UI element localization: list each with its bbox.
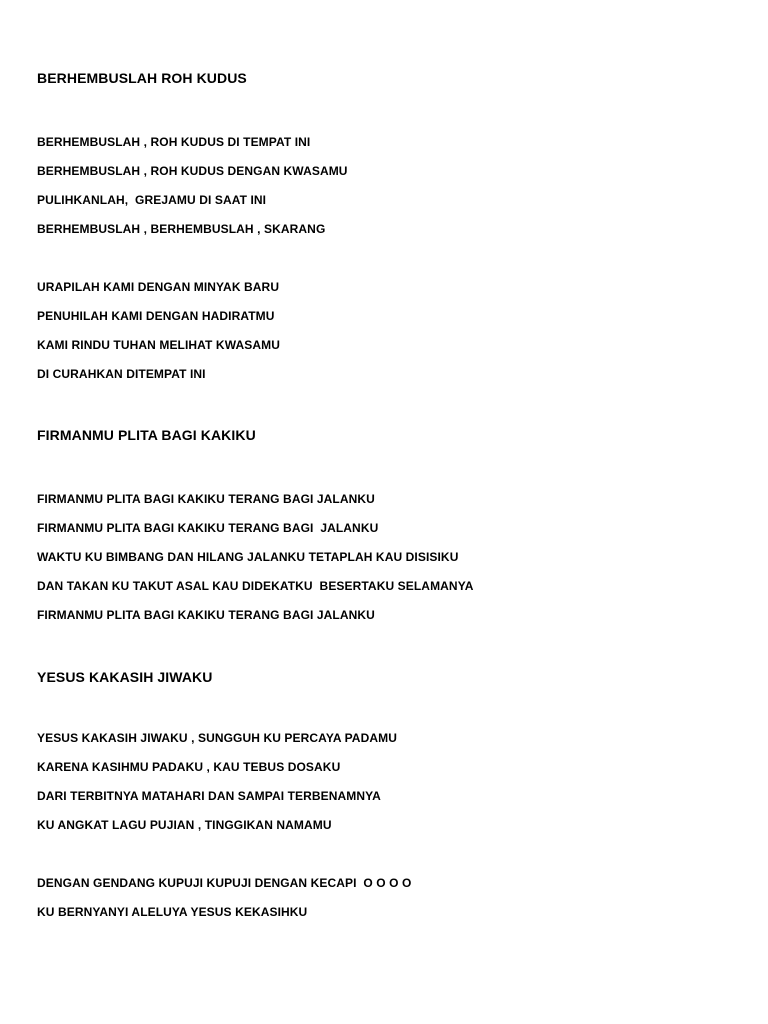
lyric-line: YESUS KAKASIH JIWAKU , SUNGGUH KU PERCAYA PADAMU <box>37 731 397 745</box>
song-title: FIRMANMU PLITA BAGI KAKIKU <box>37 427 256 443</box>
lyric-line: KU ANGKAT LAGU PUJIAN , TINGGIKAN NAMAMU <box>37 818 332 832</box>
lyric-line: DI CURAHKAN DITEMPAT INI <box>37 367 206 381</box>
lyric-line: FIRMANMU PLITA BAGI KAKIKU TERANG BAGI JALANKU <box>37 608 375 622</box>
song-title: BERHEMBUSLAH ROH KUDUS <box>37 70 247 86</box>
lyric-line: WAKTU KU BIMBANG DAN HILANG JALANKU TETAPLAH KAU DISISIKU <box>37 550 459 564</box>
lyric-line: FIRMANMU PLITA BAGI KAKIKU TERANG BAGI JALANKU <box>37 521 379 535</box>
lyric-line: KARENA KASIHMU PADAKU , KAU TEBUS DOSAKU <box>37 760 341 774</box>
lyric-line: DARI TERBITNYA MATAHARI DAN SAMPAI TERBENAMNYA <box>37 789 381 803</box>
lyric-line: PULIHKANLAH, GREJAMU DI SAAT INI <box>37 193 267 207</box>
lyric-line: KU BERNYANYI ALELUYA YESUS KEKASIHKU <box>37 905 308 919</box>
lyric-line: KAMI RINDU TUHAN MELIHAT KWASAMU <box>37 338 280 352</box>
lyric-line: DENGAN GENDANG KUPUJI KUPUJI DENGAN KECAPI O O O O <box>37 876 412 890</box>
lyric-line: BERHEMBUSLAH , ROH KUDUS DI TEMPAT INI <box>37 135 311 149</box>
lyric-line: PENUHILAH KAMI DENGAN HADIRATMU <box>37 309 275 323</box>
lyric-line: BERHEMBUSLAH , BERHEMBUSLAH , SKARANG <box>37 222 326 236</box>
lyric-line: URAPILAH KAMI DENGAN MINYAK BARU <box>37 280 280 294</box>
lyric-line: DAN TAKAN KU TAKUT ASAL KAU DIDEKATKU BESERTAKU SELAMANYA <box>37 579 474 593</box>
lyric-line: FIRMANMU PLITA BAGI KAKIKU TERANG BAGI JALANKU <box>37 492 375 506</box>
lyric-line: BERHEMBUSLAH , ROH KUDUS DENGAN KWASAMU <box>37 164 348 178</box>
song-title: YESUS KAKASIH JIWAKU <box>37 669 213 685</box>
